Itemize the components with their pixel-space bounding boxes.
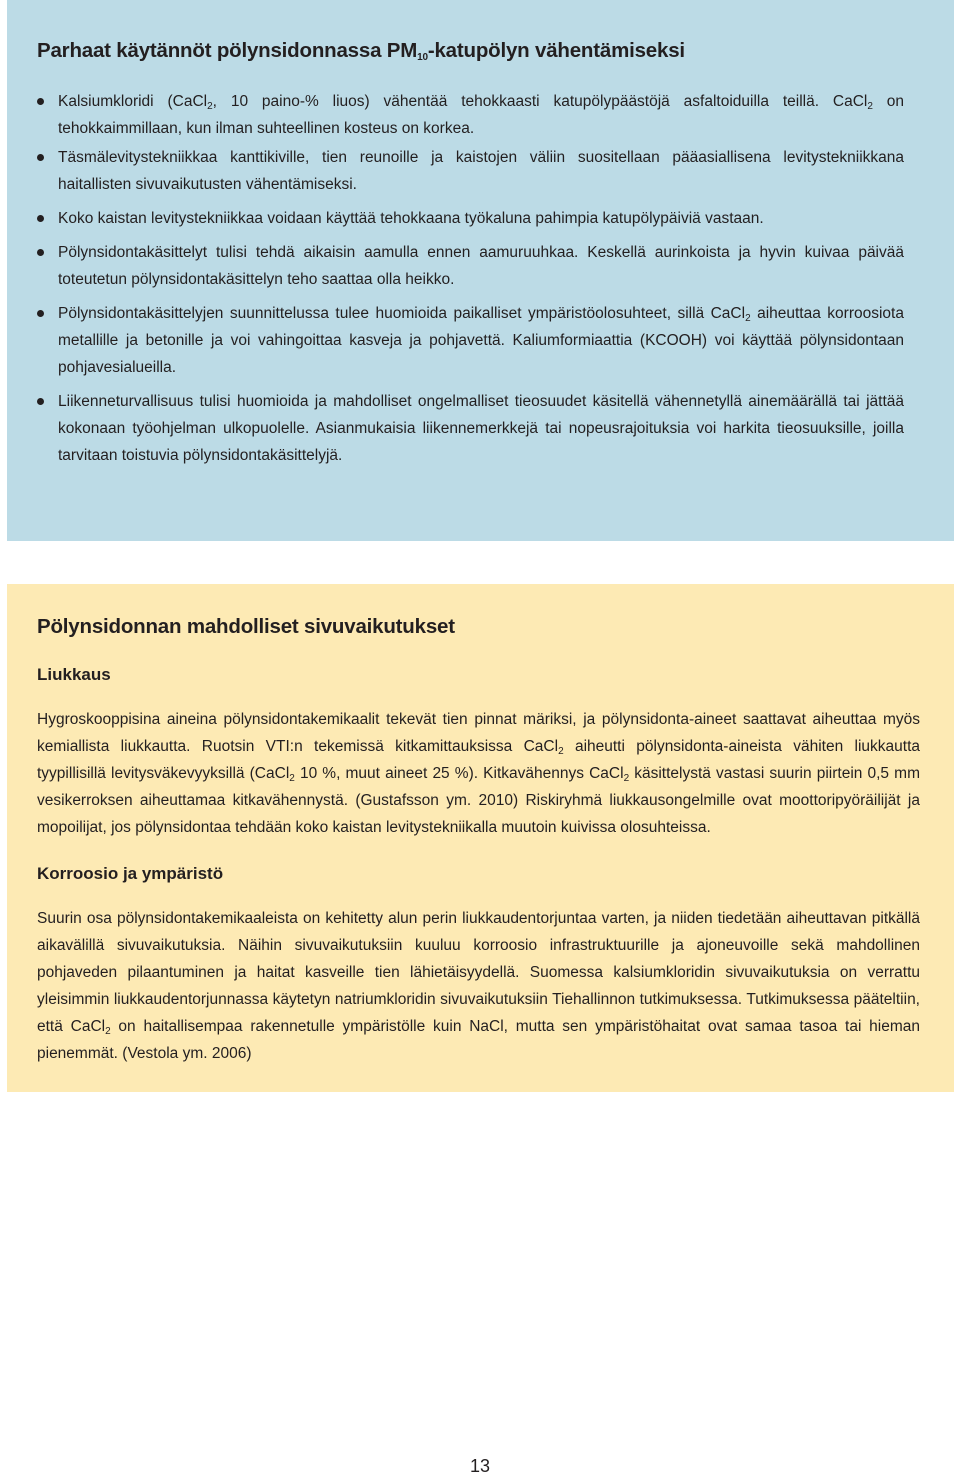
list-item	[37, 144, 904, 198]
title-text: Parhaat käytännöt pölynsidonnassa PM	[37, 39, 418, 62]
list-item	[37, 205, 904, 232]
paragraph-text: käsittelystä vastasi suurin piirtein 0,5 mm vesikerroksen aiheuttamaa kitkavähennystä. (Gustafsson ym. 2010) Riskiryhmä liukkausongelmille ovat moottoripyöräilijät ja mopoilijat, jos pölynsidontaa tehdään koko kaistan levitystekniikalla muutoin kuivissa olosuhteissa.	[37, 765, 920, 836]
item-text: Koko kaistan levitystekniikkaa voidaan käyttää tehokkaana työkaluna pahimpia katupölypäiviä vastaan.	[58, 210, 764, 227]
bullet-icon	[37, 249, 44, 256]
bullet-icon	[37, 398, 44, 405]
paragraph-subscript: 2	[558, 746, 564, 757]
list-item	[37, 88, 904, 142]
list-item	[37, 388, 904, 469]
paragraph-subscript: 2	[105, 1026, 111, 1037]
item-text: , 10 paino-% liuos) vähentää tehokkaasti katupölypäästöjä asfaltoiduilla teillä. CaCl	[212, 93, 868, 110]
item-text: aiheuttaa korroosiota metallille ja betonille ja voi vahingoittaa kasveja ja pohjavettä. Kaliumformiaattia (KCOOH) voi käyttää pölynsidontaan pohjavesialueilla.	[58, 305, 904, 376]
corrosion-paragraph	[37, 905, 920, 1067]
side-effects-title: Pölynsidonnan mahdolliset sivuvaikutukset	[37, 615, 455, 638]
paragraph-text: aiheutti pölynsidonta-aineista vähiten liukkautta tyypillisillä levitysväkevyyksillä (CaCl	[37, 738, 920, 782]
paragraph-text: Hygroskooppisina aineina pölynsidontakemikaalit tekevät tien pinnat märiksi, ja pölynsidonta-aineet saattavat aiheuttaa myös kemiallista liukkautta. Ruotsin VTI:n tekemissä kitkamittauksissa CaCl	[37, 711, 920, 755]
best-practices-title	[37, 36, 904, 66]
title-text-end: -katupölyn vähentämiseksi	[427, 39, 685, 62]
bullet-icon	[37, 310, 44, 317]
paragraph-text: on haitallisempaa rakennetulle ympäristölle kuin NaCl, mutta sen ympäristöhaitat ovat samaa tasoa tai hieman pienemmät. (Vestola ym. 2006)	[37, 1018, 920, 1062]
item-text: Kalsiumkloridi (CaCl	[58, 93, 208, 110]
bullet-icon	[37, 154, 44, 161]
item-subscript: 2	[867, 101, 873, 112]
title-subscript: 10	[417, 52, 428, 63]
bullet-icon	[37, 215, 44, 222]
paragraph-subscript: 2	[623, 773, 630, 784]
side-effects-box	[7, 584, 954, 1092]
item-text: Liikenneturvallisuus tulisi huomioida ja mahdolliset ongelmalliset tieosuudet käsitellä vähennetyllä ainemäärällä tai jättää kokonaan työohjelman ulkopuolelle. Asianmukaisia liikennemerkkejä tai nopeusrajoituksia voi harkita tieosuuksille, joilla tarvitaan toistuvia pölynsidontakäsittelyjä.	[58, 393, 904, 464]
slipperiness-paragraph	[37, 706, 920, 841]
item-text: Pölynsidontakäsittelyt tulisi tehdä aikaisin aamulla ennen aamuruuhkaa. Keskellä aurinkoista ja hyvin kuivaa päivää toteutetun pölynsidontakäsittelyn teho saattaa olla heikko.	[58, 244, 904, 288]
item-subscript: 2	[745, 313, 751, 324]
best-practices-box	[7, 0, 954, 541]
paragraph-text: Suurin osa pölynsidontakemikaaleista on kehitetty alun perin liukkaudentorjuntaa varten, ja niiden tiedetään aiheuttavan pitkällä aikavälillä sivuvaikutuksia. Näihin sivuvaikutuksiin kuuluu korroosio infrastruktuurille ja ajoneuvoille sekä mahdollinen pohjaveden pilaantuminen ja haitat kasveille tien lähietäisyydellä. Suomessa kalsiumkloridin sivuvaikutuksia on verrattu yleisimmin liukkaudentorjunnassa käytetyn natriumkloridin sivuvaikutuksiin Tiehallinnon tutkimuksessa. Tutkimuksessa pääteltiin, että CaCl	[37, 910, 920, 1035]
corrosion-heading: Korroosio ja ympäristö	[37, 864, 224, 883]
item-text: Täsmälevitystekniikkaa kanttikiville, tien reunoille ja kaistojen väliin suositellaan pääasiallisena levitystekniikkana haitallisten sivuvaikutusten vähentämiseksi.	[58, 149, 904, 193]
paragraph-subscript: 2	[289, 773, 295, 784]
list-item	[37, 300, 904, 381]
paragraph-text: 10 %, muut aineet 25 %). Kitkavähennys CaCl	[294, 765, 624, 782]
item-text: Pölynsidontakäsittelyjen suunnittelussa tulee huomioida paikalliset ympäristöolosuhteet, sillä CaCl	[58, 305, 746, 322]
item-text: on tehokkaimmillaan, kun ilman suhteellinen kosteus on korkea.	[58, 93, 904, 137]
slipperiness-heading: Liukkaus	[37, 665, 111, 684]
item-subscript: 2	[207, 101, 213, 112]
best-practices-list	[37, 88, 904, 469]
list-item	[37, 239, 904, 293]
bullet-icon	[37, 98, 44, 105]
page-number: 13	[469, 1456, 491, 1476]
